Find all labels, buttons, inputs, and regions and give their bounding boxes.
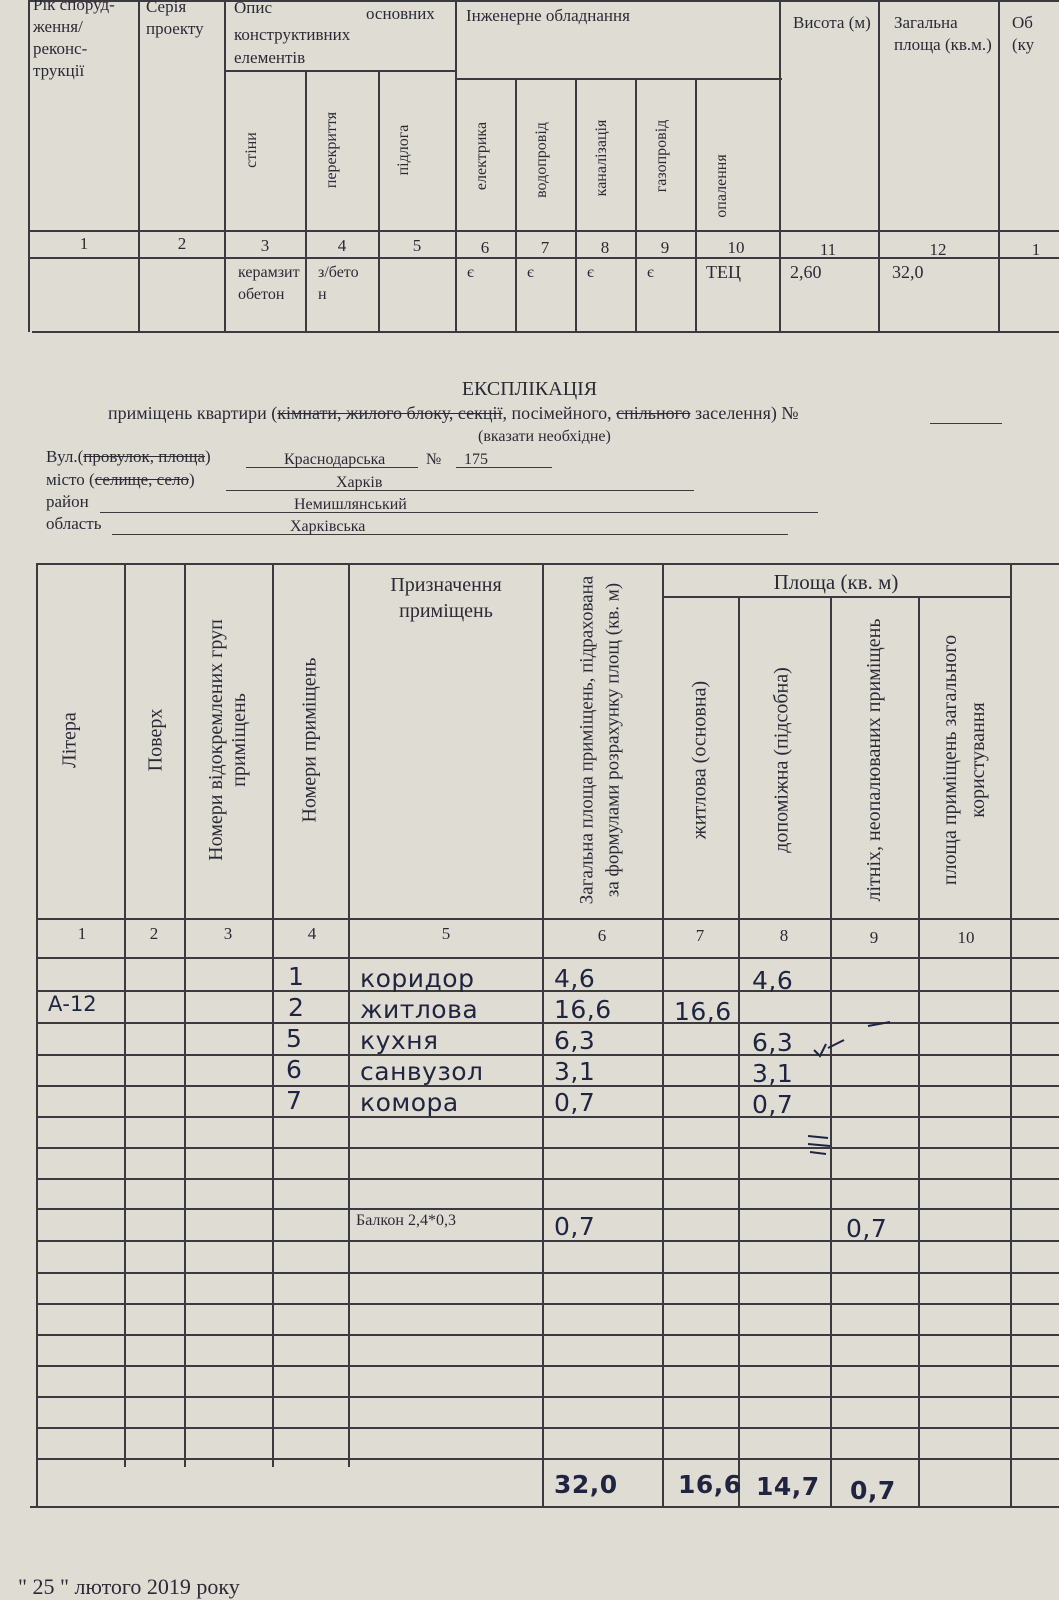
room-aux-area: 4,6 (752, 966, 794, 995)
room-aux-area: 0,7 (752, 1090, 794, 1119)
header-engineering: Інженерне обладнання (466, 6, 630, 25)
value-height: 2,60 (790, 262, 822, 282)
header-ceilings: перекриття (322, 111, 340, 189)
col-num-10: 10 (727, 238, 745, 257)
balcony-name: Балкон 2,4*0,3 (356, 1212, 456, 1229)
header-structure-a: Опис (234, 0, 273, 17)
check-mark-icon (812, 1036, 846, 1058)
city-value: Харків (336, 474, 383, 491)
district-value: Немишлянський (294, 496, 407, 513)
col-num-5: 5 (412, 236, 422, 255)
header-water: водопровід (532, 122, 550, 198)
header-structure-b: основних (366, 4, 435, 23)
district-label: район (46, 492, 89, 511)
check-mark-icon (866, 1018, 892, 1030)
col-num-2: 2 (177, 234, 187, 253)
header-gas: газопровід (652, 119, 670, 193)
header-purpose: Призначення приміщень (390, 574, 502, 622)
room-total-area: 4,6 (554, 964, 596, 993)
value-sewer: є (587, 264, 594, 281)
header-height: Висота (м) (793, 13, 871, 32)
room-number: 7 (286, 1086, 303, 1115)
value-walls: керамзитобетон (238, 264, 300, 304)
header-year: Рік споруд-ження/ реконс-трукції (33, 0, 115, 81)
main-col-num-7: 7 (695, 926, 705, 945)
total-living-sum: 16,6 (678, 1470, 742, 1499)
room-number: 5 (286, 1024, 303, 1053)
header-litera: Літера (58, 712, 81, 768)
header-sewer: каналізація (592, 119, 610, 197)
value-heating: ТЕЦ (706, 262, 741, 282)
header-living: житлова (основна) (688, 680, 711, 840)
check-mark-icon (804, 1130, 834, 1160)
total-summer-sum: 0,7 (850, 1476, 896, 1505)
footer-date: " 25 " лютого 2019 року (18, 1574, 240, 1599)
street-value: Краснодарська (284, 451, 386, 468)
explication-title: ЕКСПЛІКАЦІЯ (461, 378, 598, 400)
room-number: 6 (286, 1055, 303, 1084)
number-label: № (426, 451, 442, 468)
col-num-4: 4 (337, 236, 347, 255)
room-name: коридор (360, 964, 475, 993)
header-room-numbers: Номери приміщень (298, 657, 321, 823)
col-num-13: 1 (1031, 240, 1041, 259)
header-electricity: електрика (472, 121, 490, 191)
region-label: область (46, 514, 102, 533)
main-col-num-4: 4 (307, 924, 317, 943)
header-heating: опалення (712, 154, 730, 218)
room-aux-area: 3,1 (752, 1059, 794, 1088)
city-label: місто (селище, село) (46, 470, 195, 489)
header-structure-d: елементів (234, 48, 306, 67)
room-total-area: 16,6 (554, 995, 612, 1024)
main-col-num-10: 10 (957, 928, 975, 947)
header-area-group: Площа (кв. м) (773, 570, 899, 594)
main-col-num-6: 6 (597, 926, 607, 945)
header-auxiliary: допоміжна (підсобна) (770, 667, 793, 853)
room-name: житлова (360, 995, 479, 1024)
col-num-7: 7 (540, 238, 550, 257)
main-col-num-2: 2 (149, 924, 159, 943)
room-number: 1 (288, 962, 305, 991)
room-name: комора (360, 1088, 459, 1117)
balcony-total-area: 0,7 (554, 1212, 596, 1241)
value-ceilings: з/бетон (318, 264, 359, 304)
col-num-9: 9 (660, 238, 670, 257)
value-gas: є (647, 264, 654, 281)
balcony-summer-area: 0,7 (846, 1214, 888, 1243)
region-value: Харківська (290, 518, 366, 535)
main-col-num-3: 3 (223, 924, 233, 943)
header-summer: літніх, неопалюваних приміщень (863, 618, 885, 902)
value-area: 32,0 (892, 262, 924, 282)
explication-subtitle: приміщень квартири (кімнати, жилого блоку, секції, посімейного, спільного заселення) № (108, 403, 799, 423)
main-col-num-9: 9 (869, 928, 879, 947)
col-num-11: 11 (819, 240, 837, 259)
header-common: площа приміщень загального користування (939, 634, 989, 886)
street-label: Вул.(провулок, площа) (46, 447, 211, 466)
room-number: 2 (288, 993, 305, 1022)
room-aux-area: 6,3 (752, 1028, 794, 1057)
header-groups: Номери відокремлених груп приміщень (205, 619, 250, 861)
header-total-area: Загальна площа приміщень, підрахована за формулами розрахунку площ (кв. м) (576, 575, 623, 905)
main-col-num-5: 5 (441, 924, 451, 943)
number-value: 175 (464, 451, 488, 468)
header-flooring: підлога (394, 124, 412, 176)
room-total-area: 0,7 (554, 1088, 596, 1117)
room-total-area: 6,3 (554, 1026, 596, 1055)
header-walls: стіни (242, 132, 260, 168)
explication-hint: (вказати необхідне) (478, 428, 611, 445)
room-name: кухня (360, 1026, 439, 1055)
room-name: санвузол (360, 1057, 484, 1086)
main-col-num-1: 1 (77, 924, 87, 943)
col-num-3: 3 (260, 236, 270, 255)
header-structure-c: конструктивних (234, 25, 351, 44)
room-living-area: 16,6 (674, 997, 732, 1026)
total-aux-sum: 14,7 (756, 1472, 820, 1501)
room-total-area: 3,1 (554, 1057, 596, 1086)
col-num-6: 6 (480, 238, 490, 257)
litera-value: А-12 (48, 992, 97, 1016)
total-area-sum: 32,0 (554, 1470, 618, 1499)
header-floor: Поверх (144, 708, 167, 772)
col-num-8: 8 (600, 238, 610, 257)
header-series: Серія проекту (146, 0, 204, 39)
main-col-num-8: 8 (779, 926, 789, 945)
value-water: є (527, 264, 534, 281)
value-electricity: є (467, 264, 474, 281)
header-total-area: Загальна площа (кв.м.) (894, 13, 992, 55)
col-num-1: 1 (79, 234, 89, 253)
header-volume: Об (ку (1012, 13, 1035, 55)
col-num-12: 12 (929, 240, 947, 259)
